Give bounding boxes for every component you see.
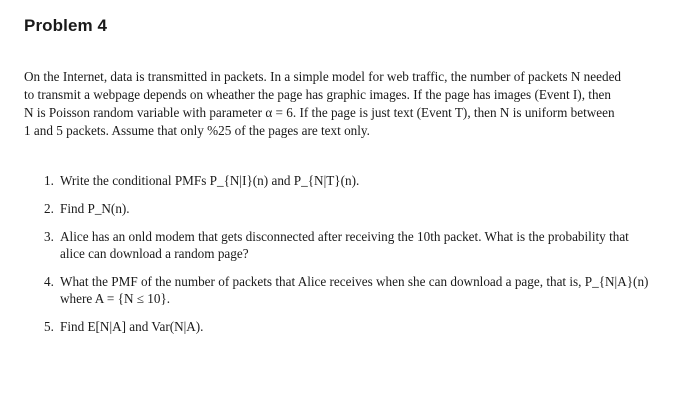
question-continuation: alice can download a random page? [60,246,249,261]
question-item [44,228,664,262]
problem-title: Problem 4 [24,16,108,35]
question-item [44,172,664,189]
question-number: 1. [44,173,54,188]
question-number: 2. [44,201,54,216]
intro-line: N is Poisson random variable with parameter α = 6. If the page is just text (Event T), then N is uniform between [24,105,615,120]
question-text: Write the conditional PMFs P_{N|I}(n) and P_{N|T}(n). [60,173,360,188]
question-text: Alice has an onld modem that gets disconnected after receiving the 10th packet. What is the probability that [60,229,629,244]
intro-line: On the Internet, data is transmitted in packets. In a simple model for web traffic, the number of packets N needed [24,69,622,84]
question-item [44,200,664,217]
question-number: 5. [44,319,54,334]
question-item [44,273,664,307]
question-number: 4. [44,274,54,289]
question-continuation: where A = {N ≤ 10}. [60,291,171,306]
question-text: What the PMF of the number of packets that Alice receives when she can download a page, that is, P_{N|A}(n) [60,274,649,289]
problem-intro [24,68,664,140]
intro-line: 1 and 5 packets. Assume that only %25 of the pages are text only. [24,123,370,138]
question-list [44,172,664,346]
question-text: Find E[N|A] and Var(N|A). [60,319,204,334]
question-text: Find P_N(n). [60,201,130,216]
intro-line: to transmit a webpage depends on wheather the page has graphic images. If the page has images (Event I), then [24,87,611,102]
question-number: 3. [44,229,54,244]
question-item [44,318,664,335]
